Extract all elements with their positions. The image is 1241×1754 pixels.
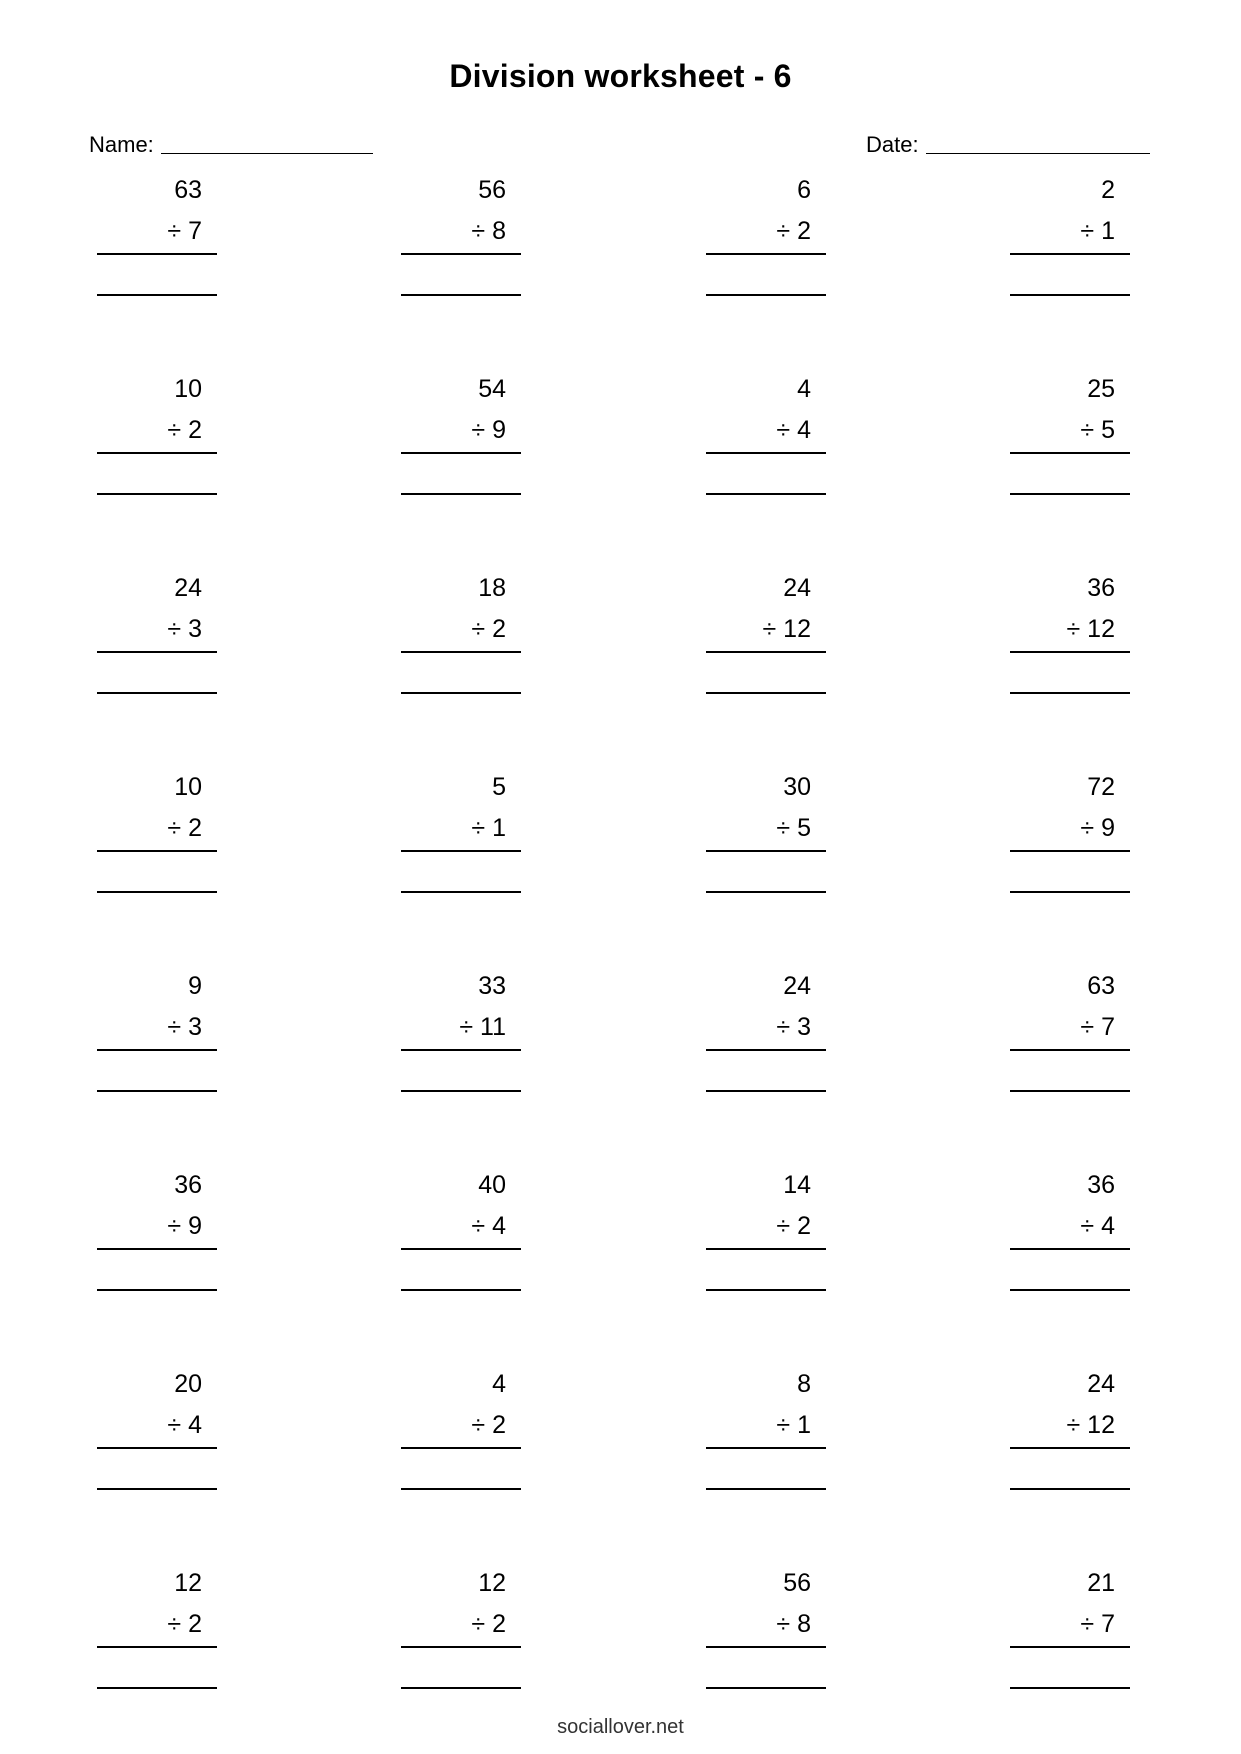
division-problem: [401, 971, 521, 1101]
problem-rule: [401, 1049, 521, 1051]
problem-rule: [706, 1447, 826, 1449]
division-problem: [1010, 374, 1130, 504]
dividend: 72: [1087, 773, 1115, 801]
division-problem: [401, 175, 521, 305]
answer-line[interactable]: [97, 692, 217, 694]
divisor: ÷ 4: [776, 416, 811, 444]
answer-line[interactable]: [401, 1289, 521, 1291]
division-problem: [97, 971, 217, 1101]
division-problem: [401, 374, 521, 504]
division-problem: [1010, 1170, 1130, 1300]
dividend: 12: [174, 1569, 202, 1597]
problem-rule: [1010, 253, 1130, 255]
problem-rule: [706, 1049, 826, 1051]
division-problem: [706, 1369, 826, 1499]
division-problem: [1010, 772, 1130, 902]
divisor: ÷ 3: [776, 1013, 811, 1041]
problem-rule: [706, 1646, 826, 1648]
answer-line[interactable]: [1010, 692, 1130, 694]
problem-rule: [97, 1049, 217, 1051]
answer-line[interactable]: [97, 294, 217, 296]
answer-line[interactable]: [401, 1488, 521, 1490]
answer-line[interactable]: [97, 1687, 217, 1689]
division-problem: [706, 1170, 826, 1300]
dividend: 24: [783, 972, 811, 1000]
answer-line[interactable]: [97, 891, 217, 893]
dividend: 18: [478, 574, 506, 602]
problem-rule: [97, 452, 217, 454]
answer-line[interactable]: [706, 692, 826, 694]
division-problem: [97, 374, 217, 504]
dividend: 24: [783, 574, 811, 602]
dividend: 63: [174, 176, 202, 204]
dividend: 24: [174, 574, 202, 602]
dividend: 4: [797, 375, 811, 403]
divisor: ÷ 5: [1080, 416, 1115, 444]
divisor: ÷ 5: [776, 814, 811, 842]
division-problem: [97, 1568, 217, 1698]
problem-rule: [401, 1248, 521, 1250]
answer-line[interactable]: [706, 891, 826, 893]
divisor: ÷ 9: [471, 416, 506, 444]
divisor: ÷ 12: [1066, 1411, 1115, 1439]
divisor: ÷ 1: [1080, 217, 1115, 245]
problem-rule: [97, 253, 217, 255]
answer-line[interactable]: [401, 692, 521, 694]
divisor: ÷ 7: [167, 217, 202, 245]
answer-line[interactable]: [401, 294, 521, 296]
answer-line[interactable]: [97, 1488, 217, 1490]
divisor: ÷ 1: [471, 814, 506, 842]
divisor: ÷ 4: [167, 1411, 202, 1439]
dividend: 21: [1087, 1569, 1115, 1597]
dividend: 8: [797, 1370, 811, 1398]
divisor: ÷ 2: [471, 1610, 506, 1638]
problem-rule: [1010, 1447, 1130, 1449]
division-problem: [401, 1568, 521, 1698]
date-label: Date:: [866, 132, 919, 157]
dividend: 33: [478, 972, 506, 1000]
problem-rule: [1010, 1646, 1130, 1648]
division-problem: [706, 175, 826, 305]
answer-line[interactable]: [1010, 493, 1130, 495]
dividend: 4: [492, 1370, 506, 1398]
division-problem: [1010, 971, 1130, 1101]
answer-line[interactable]: [401, 1687, 521, 1689]
answer-line[interactable]: [97, 493, 217, 495]
problem-rule: [1010, 1248, 1130, 1250]
problem-rule: [401, 253, 521, 255]
dividend: 25: [1087, 375, 1115, 403]
answer-line[interactable]: [706, 294, 826, 296]
division-problem: [401, 573, 521, 703]
problem-rule: [401, 1646, 521, 1648]
division-problem: [97, 1170, 217, 1300]
problem-rule: [1010, 850, 1130, 852]
answer-line[interactable]: [1010, 1687, 1130, 1689]
division-problem: [1010, 175, 1130, 305]
divisor: ÷ 4: [471, 1212, 506, 1240]
worksheet-title: Division worksheet - 6: [449, 58, 792, 94]
divisor: ÷ 4: [1080, 1212, 1115, 1240]
answer-line[interactable]: [401, 1090, 521, 1092]
problem-rule: [706, 651, 826, 653]
answer-line[interactable]: [1010, 294, 1130, 296]
answer-line[interactable]: [706, 1488, 826, 1490]
problem-rule: [706, 850, 826, 852]
footer-site: sociallover.net: [557, 1716, 684, 1738]
answer-line[interactable]: [1010, 1488, 1130, 1490]
divisor: ÷ 2: [471, 615, 506, 643]
division-problem: [1010, 1568, 1130, 1698]
divisor: ÷ 7: [1080, 1013, 1115, 1041]
division-problem: [401, 772, 521, 902]
dividend: 63: [1087, 972, 1115, 1000]
divisor: ÷ 2: [167, 814, 202, 842]
dividend: 30: [783, 773, 811, 801]
dividend: 6: [797, 176, 811, 204]
problem-rule: [401, 452, 521, 454]
divisor: ÷ 8: [471, 217, 506, 245]
answer-line[interactable]: [1010, 891, 1130, 893]
divisor: ÷ 12: [1066, 615, 1115, 643]
dividend: 40: [478, 1171, 506, 1199]
divisor: ÷ 2: [776, 217, 811, 245]
problem-rule: [706, 253, 826, 255]
dividend: 9: [188, 972, 202, 1000]
dividend: 54: [478, 375, 506, 403]
divisor: ÷ 9: [1080, 814, 1115, 842]
name-label: Name:: [89, 132, 154, 157]
problem-rule: [97, 1248, 217, 1250]
divisor: ÷ 2: [167, 416, 202, 444]
dividend: 10: [174, 375, 202, 403]
dividend: 12: [478, 1569, 506, 1597]
problem-rule: [97, 1447, 217, 1449]
problem-rule: [97, 651, 217, 653]
answer-line[interactable]: [97, 1289, 217, 1291]
divisor: ÷ 2: [167, 1610, 202, 1638]
divisor: ÷ 8: [776, 1610, 811, 1638]
problem-rule: [706, 1248, 826, 1250]
division-problem: [401, 1170, 521, 1300]
divisor: ÷ 3: [167, 1013, 202, 1041]
division-problem: [97, 772, 217, 902]
dividend: 2: [1101, 176, 1115, 204]
divisor: ÷ 12: [762, 615, 811, 643]
dividend: 5: [492, 773, 506, 801]
divisor: ÷ 2: [471, 1411, 506, 1439]
dividend: 14: [783, 1171, 811, 1199]
dividend: 36: [174, 1171, 202, 1199]
answer-line[interactable]: [706, 1687, 826, 1689]
division-problem: [1010, 1369, 1130, 1499]
problem-rule: [1010, 651, 1130, 653]
problem-rule: [401, 1447, 521, 1449]
divisor: ÷ 9: [167, 1212, 202, 1240]
dividend: 56: [783, 1569, 811, 1597]
dividend: 24: [1087, 1370, 1115, 1398]
division-problem: [1010, 573, 1130, 703]
answer-line[interactable]: [706, 1289, 826, 1291]
problem-rule: [401, 850, 521, 852]
problem-rule: [1010, 1049, 1130, 1051]
division-problem: [401, 1369, 521, 1499]
divisor: ÷ 11: [459, 1013, 506, 1041]
problem-rule: [706, 452, 826, 454]
divisor: ÷ 1: [776, 1411, 811, 1439]
problem-rule: [1010, 452, 1130, 454]
answer-line[interactable]: [706, 493, 826, 495]
division-problem: [97, 573, 217, 703]
dividend: 36: [1087, 574, 1115, 602]
division-problem: [97, 1369, 217, 1499]
divisor: ÷ 3: [167, 615, 202, 643]
dividend: 56: [478, 176, 506, 204]
answer-line[interactable]: [706, 1090, 826, 1092]
division-problem: [706, 772, 826, 902]
problem-rule: [97, 1646, 217, 1648]
dividend: 36: [1087, 1171, 1115, 1199]
divisor: ÷ 2: [776, 1212, 811, 1240]
answer-line[interactable]: [1010, 1090, 1130, 1092]
answer-line[interactable]: [97, 1090, 217, 1092]
dividend: 20: [174, 1370, 202, 1398]
division-problem: [706, 374, 826, 504]
answer-line[interactable]: [401, 493, 521, 495]
answer-line[interactable]: [401, 891, 521, 893]
answer-line[interactable]: [1010, 1289, 1130, 1291]
dividend: 10: [174, 773, 202, 801]
division-problem: [706, 971, 826, 1101]
division-problem: [706, 573, 826, 703]
problem-rule: [401, 651, 521, 653]
problem-rule: [97, 850, 217, 852]
division-problem: [706, 1568, 826, 1698]
divisor: ÷ 7: [1080, 1610, 1115, 1638]
division-problem: [97, 175, 217, 305]
